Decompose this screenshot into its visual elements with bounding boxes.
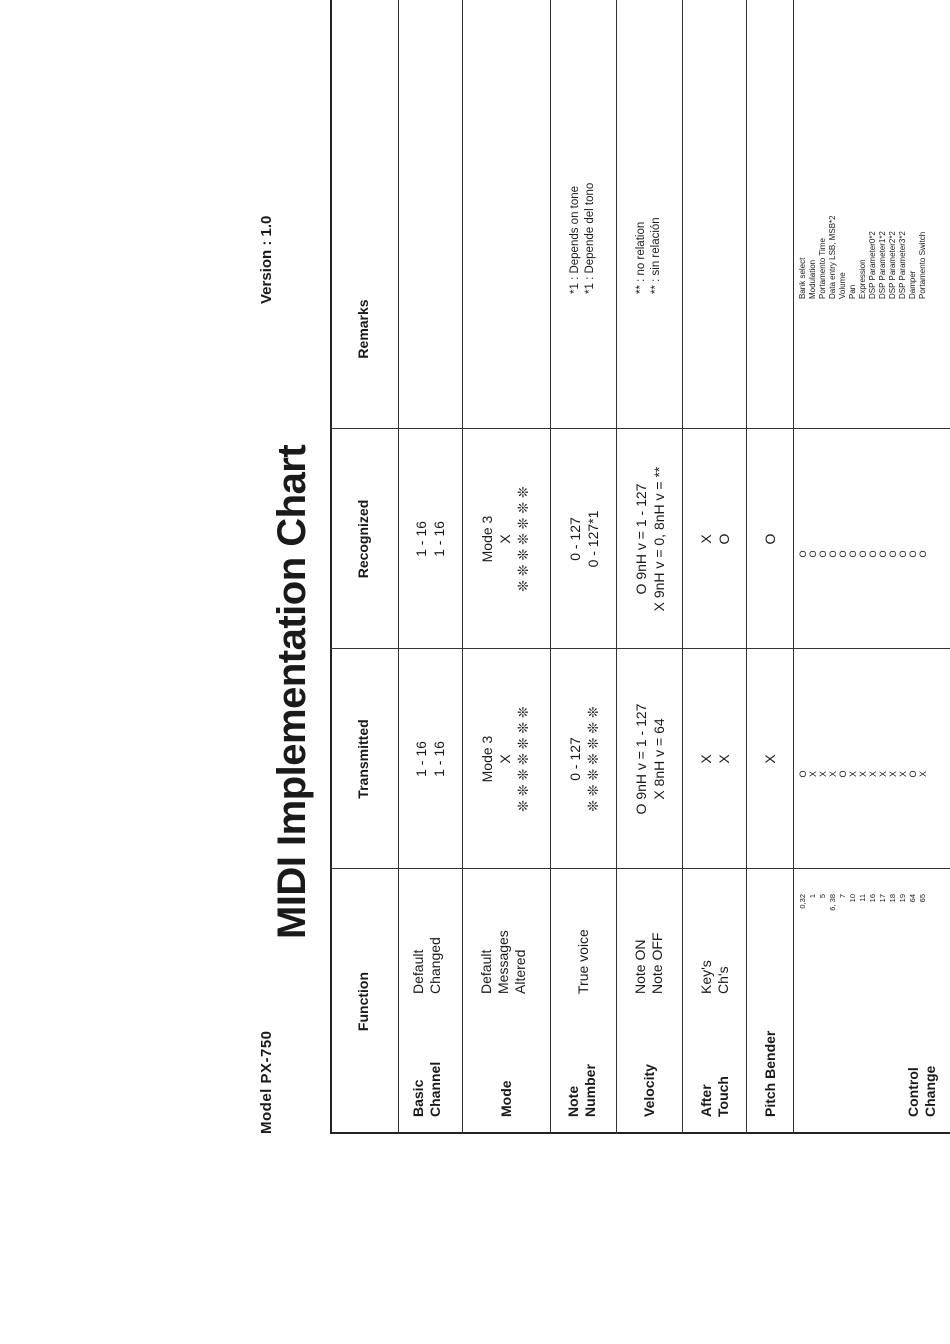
rx-velocity: O 9nH v = 1 - 127 X 9nH v = 0, 8nH v = ** — [633, 466, 667, 612]
function-after-touch: Key's Ch's — [698, 960, 731, 994]
tx-control-value: X — [878, 771, 888, 778]
control-number: 10 — [848, 894, 857, 903]
row-label-basic-channel: Basic Channel — [410, 1061, 443, 1117]
row-label-mode: Mode — [498, 1080, 514, 1117]
remarks-note-number: *1 : Depends on tone *1 : Depende del tono — [569, 182, 596, 294]
row-divider — [746, 0, 747, 1134]
rx-control-value: O — [828, 550, 838, 558]
tx-control-value: X — [858, 771, 868, 778]
row-label-control-change: Control Change — [905, 1065, 938, 1117]
rx-control-value: O — [868, 550, 878, 558]
control-remark: Pan — [848, 284, 857, 299]
rx-control-value: O — [918, 550, 928, 558]
rx-control-value: O — [898, 550, 908, 558]
header-recognized: Recognized — [355, 499, 371, 579]
row-divider — [682, 0, 683, 1134]
tx-pitch-bender: X — [762, 754, 778, 764]
control-number: 65 — [918, 894, 927, 903]
row-divider — [550, 0, 551, 1134]
control-remark: Volume — [838, 272, 847, 299]
rx-note-number: 0 - 127 0 - 127*1 — [567, 510, 601, 568]
control-remark: Bank select — [798, 257, 807, 299]
control-number: 19 — [898, 894, 907, 903]
rx-control-value: O — [878, 550, 888, 558]
control-number: 1 — [808, 894, 817, 899]
row-divider — [398, 0, 399, 1134]
rx-control-value: O — [848, 550, 858, 558]
control-change-numbers — [798, 894, 928, 914]
rx-control-value: O — [818, 550, 828, 558]
tx-control-value: X — [868, 771, 878, 778]
tx-control-value: X — [918, 771, 928, 778]
control-remark: DSP Parameter0*2 — [868, 231, 877, 299]
tx-mode: Mode 3 X ❊ ❊ ❊ ❊ ❊ ❊ ❊ — [479, 706, 531, 812]
control-remark: Expression — [858, 259, 867, 299]
remarks-velocity: ** : no relation ** : sin relación — [635, 217, 662, 294]
control-remark: Data entry LSB, MSB*2 — [828, 215, 837, 299]
rx-control-value: O — [838, 550, 848, 558]
header-remarks: Remarks — [355, 299, 371, 359]
control-remark: DSP Parameter3*2 — [898, 231, 907, 299]
control-number: 64 — [908, 894, 917, 903]
version-label: Version : 1.0 — [258, 215, 275, 304]
control-remark: Modulation — [808, 259, 817, 299]
function-velocity: Note ON Note OFF — [632, 932, 665, 994]
tx-control-value: X — [828, 771, 838, 778]
tx-control-value: O — [838, 770, 848, 778]
function-note-number: True voice — [575, 929, 591, 994]
model-label: Model PX-750 — [258, 1030, 275, 1134]
function-mode: Default Messages Altered — [478, 930, 528, 994]
function-basic-channel: Default Changed — [410, 937, 443, 994]
control-number: 0,32 — [798, 894, 807, 909]
header-transmitted: Transmitted — [355, 719, 371, 799]
control-number: 17 — [878, 894, 887, 903]
control-number: 7 — [838, 894, 847, 899]
row-label-note-number: Note Number — [565, 1064, 598, 1117]
row-label-velocity: Velocity — [641, 1064, 657, 1117]
tx-control-value: X — [818, 771, 828, 778]
tx-control-value: O — [798, 770, 808, 778]
page-title: MIDI Implementation Chart — [270, 444, 314, 939]
control-number: 18 — [888, 894, 897, 903]
rx-mode: Mode 3 X ❊ ❊ ❊ ❊ ❊ ❊ ❊ — [479, 486, 531, 592]
rx-control-change — [798, 544, 928, 564]
tx-control-value: X — [848, 771, 858, 778]
tx-after-touch: X X — [698, 754, 732, 764]
row-label-after-touch: After Touch — [698, 1076, 731, 1117]
tx-control-value: O — [908, 770, 918, 778]
tx-control-change — [798, 764, 928, 784]
tx-basic-channel: 1 - 16 1 - 16 — [413, 741, 447, 777]
row-divider — [793, 0, 794, 1134]
header-function: Function — [355, 971, 371, 1032]
control-remark: Portamento Time — [818, 238, 827, 299]
tx-control-value: X — [808, 771, 818, 778]
control-number: 6, 38 — [828, 894, 837, 911]
tx-velocity: O 9nH v = 1 - 127 X 8nH v = 64 — [633, 703, 667, 815]
rx-control-value: O — [798, 550, 808, 558]
remarks-control-change — [798, 215, 928, 299]
control-remark: Damper — [908, 270, 917, 299]
row-divider — [462, 0, 463, 1134]
rx-basic-channel: 1 - 16 1 - 16 — [413, 521, 447, 557]
tx-note-number: 0 - 127 ❊ ❊ ❊ ❊ ❊ ❊ ❊ — [567, 706, 601, 812]
rx-pitch-bender: O — [762, 533, 778, 545]
control-remark: DSP Parameter1*2 — [878, 231, 887, 299]
rx-after-touch: X O — [698, 533, 732, 545]
tx-control-value: X — [888, 771, 898, 778]
row-divider — [616, 0, 617, 1134]
rx-control-value: O — [808, 550, 818, 558]
control-number: 5 — [818, 894, 827, 899]
control-number: 11 — [858, 894, 867, 902]
tx-control-value: X — [898, 771, 908, 778]
rx-control-value: O — [908, 550, 918, 558]
rx-control-value: O — [888, 550, 898, 558]
control-number: 16 — [868, 894, 877, 903]
row-label-pitch-bender: Pitch Bender — [762, 1030, 778, 1117]
control-remark: DSP Parameter2*2 — [888, 231, 897, 299]
rx-control-value: O — [858, 550, 868, 558]
control-remark: Portamento Switch — [918, 231, 927, 299]
